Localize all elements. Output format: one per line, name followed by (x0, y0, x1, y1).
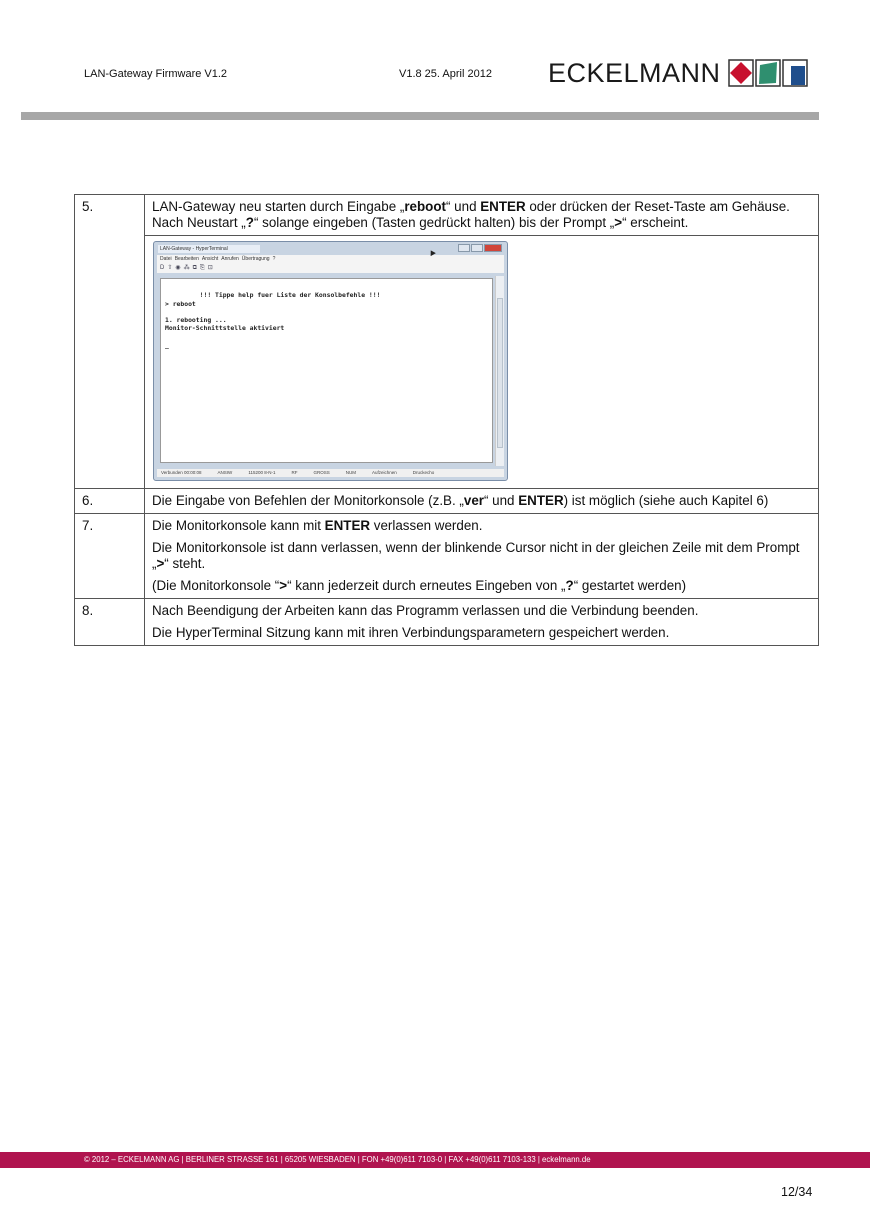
step-text: Die Eingabe von Befehlen der Monitorkonsole (z.B. „ver“ und ENTER) ist möglich (siehe auch Kapitel 6) (145, 489, 819, 514)
hyperterminal-screenshot (153, 241, 508, 481)
minimize-icon (458, 244, 470, 252)
terminal-output (160, 278, 493, 463)
step-number: 6. (75, 489, 145, 514)
table-row (75, 599, 819, 646)
table-row (75, 195, 819, 236)
table-row (75, 236, 819, 489)
step-number: 8. (75, 599, 145, 646)
close-icon (484, 244, 502, 252)
step-number: 7. (75, 514, 145, 599)
version-date: V1.8 25. April 2012 (399, 68, 492, 80)
eckelmann-logo-icon (727, 58, 809, 88)
footer-text: © 2012 – ECKELMANN AG | BERLINER STRASSE 161 | 65205 WIESBADEN | FON +49(0)611 7103-0 | FAX +49(0)611 7103-133 | eckelmann.de (84, 1155, 591, 1164)
page-number: 12/34 (781, 1185, 813, 1199)
step-number: 5. (75, 195, 145, 489)
window-title: LAN-Gateway - HyperTerminal (158, 245, 260, 253)
table-row (75, 514, 819, 599)
screenshot-cell (145, 236, 819, 489)
step-text: LAN-Gateway neu starten durch Eingabe „reboot“ und ENTER oder drücken der Reset-Taste am Gehäuse. Nach Neustart „?“ solange eingeben (Tasten gedrückt halten) bis der Prompt „>“ erscheint. (145, 195, 819, 236)
step-text: Nach Beendigung der Arbeiten kann das Programm verlassen und die Verbindung beenden. Die HyperTerminal Sitzung kann mit ihren Verbindungsparametern gespeichert werden. (145, 599, 819, 646)
menu-bar: Datei Bearbeiten Ansicht Anrufen Übertragung ? (157, 255, 504, 263)
terminal-window (153, 241, 508, 481)
table-row (75, 489, 819, 514)
header-rule (21, 112, 819, 120)
terminal-text: !!! Tippe help fuer Liste der Konsolbefehle !!! > reboot 1. rebooting ... Monitor-Schnittstelle aktiviert _ (165, 291, 381, 350)
steps-table (74, 194, 819, 646)
document-title: LAN-Gateway Firmware V1.2 (84, 68, 228, 80)
step-text: Die Monitorkonsole kann mit ENTER verlassen werden. Die Monitorkonsole ist dann verlassen, wenn der blinkende Cursor nicht in der gleichen Zeile mit dem Prompt „>“ steht. (Die Monitorkonsole “>“ kann jederzeit durch erneutes Eingeben von „?“ gestartet werden) (145, 514, 819, 599)
window-controls (457, 244, 502, 252)
status-bar: Verbunden 00:00:08 ANSIW 115200 8-N-1 RF GROSS NUM Aufzeichnen Druckecho (157, 469, 504, 477)
toolbar: D ⇧ ◉ ⁂ ⧉ ⎘ ⊡ (157, 263, 504, 273)
maximize-icon (471, 244, 483, 252)
brand-name: ECKELMANN (548, 57, 721, 88)
vertical-scrollbar (495, 276, 504, 466)
brand-logo (548, 57, 809, 89)
